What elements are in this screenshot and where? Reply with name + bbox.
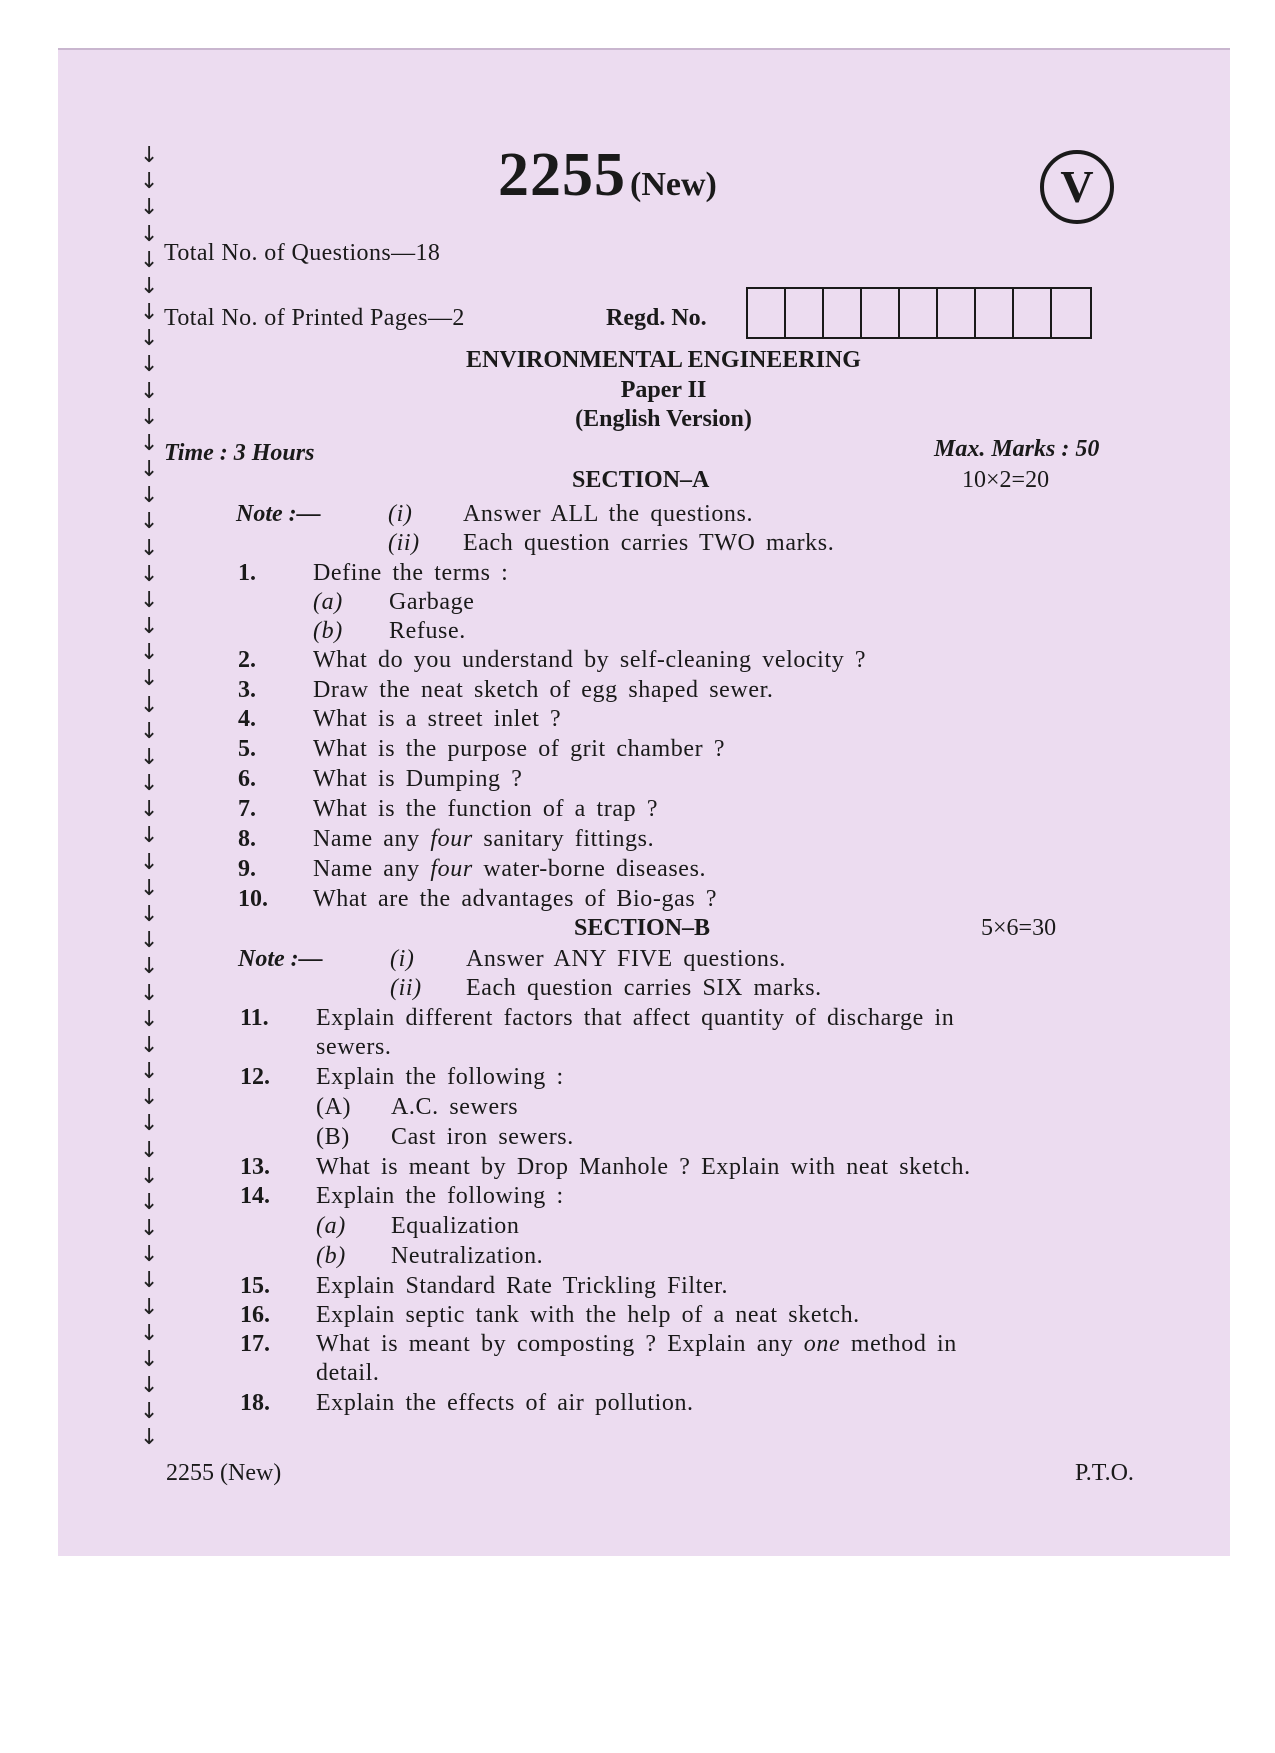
section-a-title: SECTION–A	[572, 467, 710, 493]
margin-arrow-icon: ↓	[140, 326, 159, 352]
question-text: Draw the neat sketch of egg shaped sewer.	[313, 677, 774, 703]
question-text: What is the purpose of grit chamber ?	[313, 736, 726, 762]
question-text-part: Name any	[313, 826, 420, 852]
question-text	[316, 1331, 957, 1358]
margin-arrow-icon: ↓	[140, 561, 159, 587]
margin-arrow-icon: ↓	[140, 954, 159, 980]
section-b-note-label: Note :—	[238, 946, 323, 972]
question-text-emphasis: four	[430, 856, 473, 882]
margin-arrow-icon: ↓	[140, 1268, 159, 1294]
margin-arrow-icon: ↓	[140, 1111, 159, 1137]
margin-arrow-icon: ↓	[140, 614, 159, 640]
question-text	[313, 856, 706, 883]
note-text: Each question carries TWO marks.	[463, 530, 835, 556]
margin-arrow-icon: ↓	[140, 771, 159, 797]
margin-arrow-icon: ↓	[140, 300, 159, 326]
section-b-marks: 5×6=30	[981, 915, 1057, 941]
total-pages: Total No. of Printed Pages—2	[164, 305, 465, 331]
section-a-note-label: Note :—	[236, 501, 321, 527]
total-questions: Total No. of Questions—18	[164, 240, 441, 266]
margin-arrow-icon: ↓	[140, 980, 159, 1006]
margin-arrow-icon: ↓	[140, 195, 159, 221]
sub-part-text: Cast iron sewers.	[391, 1124, 574, 1150]
margin-arrow-icon: ↓	[140, 1163, 159, 1189]
version-badge: V	[1040, 150, 1114, 224]
sub-part-mark: (B)	[316, 1124, 350, 1150]
margin-arrow-icon: ↓	[140, 823, 159, 849]
note-text: Answer ALL the questions.	[463, 501, 754, 527]
margin-arrows	[140, 145, 164, 1450]
margin-arrow-icon: ↓	[140, 928, 159, 954]
question-text: Explain septic tank with the help of a neat sketch.	[316, 1302, 860, 1328]
paper-version: (English Version)	[575, 406, 752, 432]
note-mark: (i)	[388, 501, 413, 527]
margin-arrow-icon: ↓	[140, 352, 159, 378]
max-marks: Max. Marks : 50	[934, 436, 1100, 462]
margin-arrow-icon: ↓	[140, 404, 159, 430]
margin-arrow-icon: ↓	[140, 1320, 159, 1346]
question-text: What are the advantages of Bio-gas ?	[313, 886, 718, 912]
sub-part-text: A.C. sewers	[391, 1094, 519, 1120]
margin-arrow-icon: ↓	[140, 1399, 159, 1425]
question-text-part: sanitary fittings.	[483, 826, 655, 852]
question-number: 18.	[240, 1390, 270, 1416]
note-mark: (ii)	[388, 530, 420, 556]
margin-arrow-icon: ↓	[140, 849, 159, 875]
question-text-continued: detail.	[316, 1360, 380, 1386]
question-number: 13.	[240, 1154, 270, 1180]
regd-digit-box	[862, 289, 900, 337]
sub-part-mark: (a)	[316, 1213, 346, 1239]
margin-arrow-icon: ↓	[140, 483, 159, 509]
note-text: Answer ANY FIVE questions.	[466, 946, 787, 972]
question-number: 7.	[238, 796, 256, 822]
margin-arrow-icon: ↓	[140, 535, 159, 561]
time-allowed: Time : 3 Hours	[164, 440, 315, 466]
section-b-title: SECTION–B	[574, 915, 711, 941]
footer-pto: P.T.O.	[1075, 1460, 1134, 1486]
question-number: 11.	[240, 1005, 269, 1031]
question-text: What do you understand by self-cleaning velocity ?	[313, 647, 867, 673]
regd-digit-box	[824, 289, 862, 337]
margin-arrow-icon: ↓	[140, 378, 159, 404]
margin-arrow-icon: ↓	[140, 273, 159, 299]
margin-arrow-icon: ↓	[140, 509, 159, 535]
margin-arrow-icon: ↓	[140, 1216, 159, 1242]
question-text-emphasis: one	[803, 1331, 841, 1357]
question-text: Explain the following :	[316, 1064, 564, 1090]
margin-arrow-icon: ↓	[140, 1346, 159, 1372]
paper-code-number: 2255	[498, 141, 626, 209]
margin-arrow-icon: ↓	[140, 666, 159, 692]
sub-part-mark: (b)	[313, 618, 343, 644]
question-number: 9.	[238, 856, 256, 882]
question-number: 12.	[240, 1064, 270, 1090]
margin-arrow-icon: ↓	[140, 169, 159, 195]
regd-label: Regd. No.	[606, 305, 707, 331]
question-number: 17.	[240, 1331, 270, 1357]
question-text: Explain the following :	[316, 1183, 564, 1209]
margin-arrow-icon: ↓	[140, 1006, 159, 1032]
margin-arrow-icon: ↓	[140, 718, 159, 744]
margin-arrow-icon: ↓	[140, 692, 159, 718]
question-number: 8.	[238, 826, 256, 852]
question-number: 5.	[238, 736, 256, 762]
note-text: Each question carries SIX marks.	[466, 975, 822, 1001]
margin-arrow-icon: ↓	[140, 1032, 159, 1058]
note-mark: (i)	[390, 946, 415, 972]
question-text: What is the function of a trap ?	[313, 796, 659, 822]
section-a-marks: 10×2=20	[962, 467, 1050, 493]
regd-digit-box	[1014, 289, 1052, 337]
margin-arrow-icon: ↓	[140, 143, 159, 168]
margin-arrow-icon: ↓	[140, 221, 159, 247]
question-text-part: Name any	[313, 856, 420, 882]
question-number: 14.	[240, 1183, 270, 1209]
margin-arrow-icon: ↓	[140, 1294, 159, 1320]
question-text: Define the terms :	[313, 560, 509, 586]
question-number: 2.	[238, 647, 256, 673]
margin-arrow-icon: ↓	[140, 901, 159, 927]
margin-arrow-icon: ↓	[140, 587, 159, 613]
margin-arrow-icon: ↓	[140, 1189, 159, 1215]
sub-part-text: Neutralization.	[391, 1243, 544, 1269]
margin-arrow-icon: ↓	[140, 457, 159, 483]
question-number: 10.	[238, 886, 268, 912]
sub-part-mark: (A)	[316, 1094, 352, 1120]
margin-arrow-icon: ↓	[140, 1137, 159, 1163]
margin-arrow-icon: ↓	[140, 1085, 159, 1111]
margin-arrow-icon: ↓	[140, 1242, 159, 1268]
question-text-emphasis: four	[430, 826, 473, 852]
sub-part-text: Refuse.	[389, 618, 466, 644]
margin-arrow-icon: ↓	[140, 640, 159, 666]
regd-digit-box	[976, 289, 1014, 337]
margin-arrow-icon: ↓	[140, 247, 159, 273]
margin-arrow-icon: ↓	[140, 875, 159, 901]
question-text-part: What is meant by composting ? Explain any	[316, 1331, 794, 1357]
question-text: What is meant by Drop Manhole ? Explain with neat sketch.	[316, 1154, 971, 1180]
regd-digit-box	[748, 289, 786, 337]
question-number: 3.	[238, 677, 256, 703]
question-number: 15.	[240, 1273, 270, 1299]
sheet-top-edge	[58, 48, 1230, 50]
question-text: Explain the effects of air pollution.	[316, 1390, 694, 1416]
note-mark: (ii)	[390, 975, 422, 1001]
regd-digit-box	[900, 289, 938, 337]
question-number: 1.	[238, 560, 256, 586]
question-number: 6.	[238, 766, 256, 792]
sub-part-text: Equalization	[391, 1213, 520, 1239]
margin-arrow-icon: ↓	[140, 1425, 159, 1451]
sub-part-mark: (a)	[313, 589, 343, 615]
question-text: Explain Standard Rate Trickling Filter.	[316, 1273, 729, 1299]
question-text-continued: sewers.	[316, 1034, 392, 1060]
question-number: 16.	[240, 1302, 270, 1328]
question-text	[313, 826, 654, 853]
paper-number: Paper II	[620, 377, 707, 403]
margin-arrow-icon: ↓	[140, 1059, 159, 1085]
sub-part-text: Garbage	[389, 589, 475, 615]
regd-digit-box	[786, 289, 824, 337]
footer-paper-code: 2255 (New)	[166, 1460, 282, 1486]
margin-arrow-icon: ↓	[140, 430, 159, 456]
question-text-part: method in	[850, 1331, 957, 1357]
paper-code-suffix: (New)	[630, 166, 717, 203]
paper-code	[498, 140, 717, 211]
margin-arrow-icon: ↓	[140, 797, 159, 823]
question-text: What is a street inlet ?	[313, 706, 562, 732]
regd-digit-box	[938, 289, 976, 337]
regd-digit-box	[1052, 289, 1090, 337]
subject-title: ENVIRONMENTAL ENGINEERING	[466, 347, 861, 373]
question-text-part: water-borne diseases.	[483, 856, 707, 882]
sub-part-mark: (b)	[316, 1243, 346, 1269]
question-number: 4.	[238, 706, 256, 732]
question-text: Explain different factors that affect quantity of discharge in	[316, 1005, 955, 1031]
margin-arrow-icon: ↓	[140, 744, 159, 770]
margin-arrow-icon: ↓	[140, 1373, 159, 1399]
regd-number-boxes	[746, 287, 1092, 339]
question-text: What is Dumping ?	[313, 766, 523, 792]
